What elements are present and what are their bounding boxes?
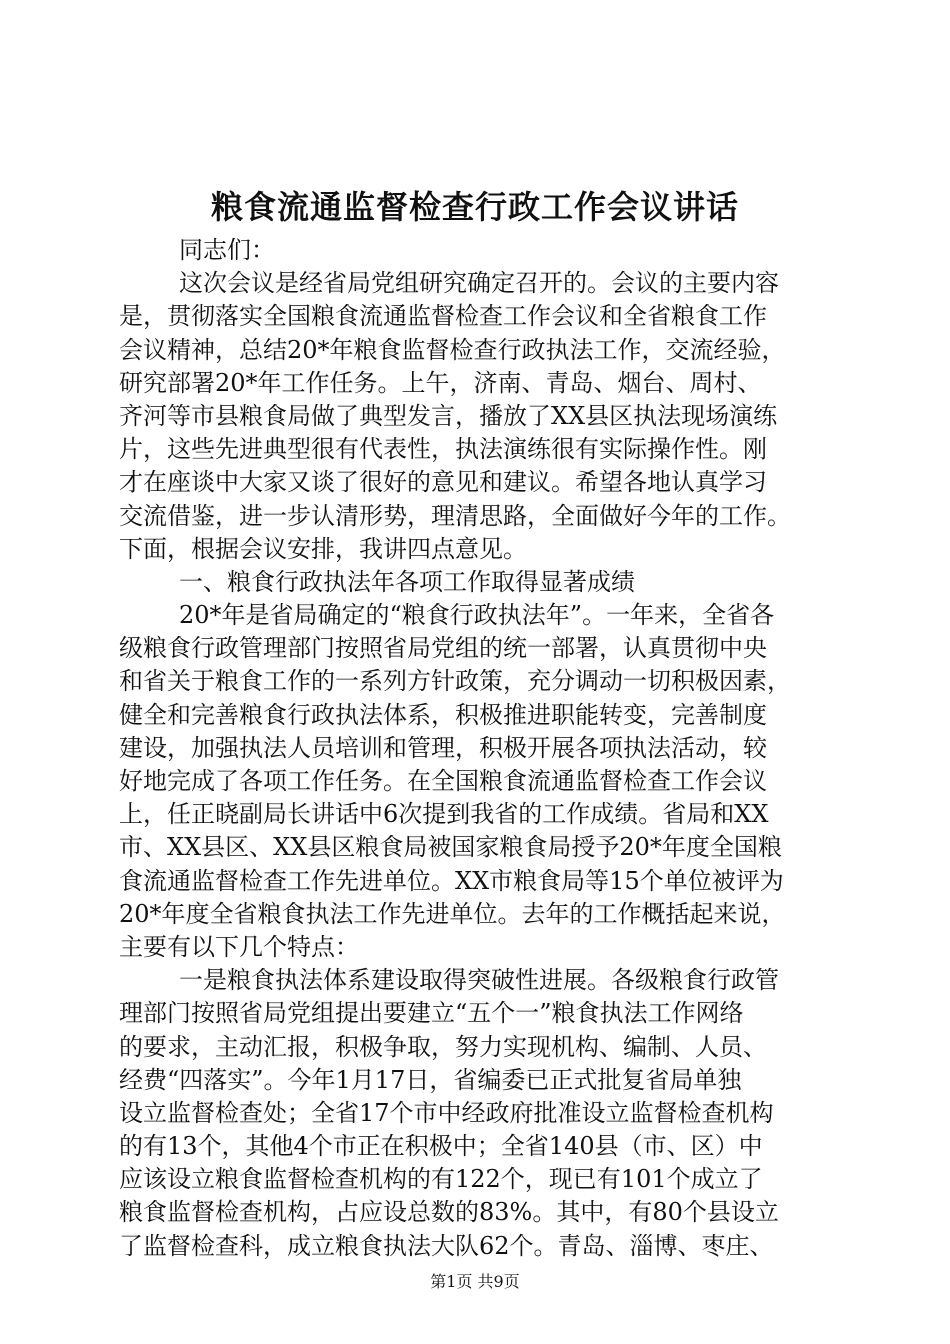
text-line: 这次会议是经省局党组研究确定召开的。会议的主要内容 (179, 269, 779, 298)
text-line: 粮食监督检查机构，占应设总数的83%。其中，有80个县设立 (119, 1198, 779, 1227)
text-line: 了监督检查科，成立粮食执法大队62个。青岛、淄博、枣庄、 (119, 1231, 774, 1260)
text-line: 健全和完善粮食行政执法体系，积极推进职能转变，完善制度 (119, 700, 767, 729)
text-line: 同志们： (179, 236, 275, 264)
text-line: 是，贯彻落实全国粮食流通监督检查工作会议和全省粮食工作 (119, 302, 767, 331)
text-line: 的要求，主动汇报，积极争取，努力实现机构、编制、人员、 (119, 1032, 767, 1061)
text-line: 才在座谈中大家又谈了很好的意见和建议。希望各地认真学习 (119, 468, 767, 497)
text-line: 上，任正晓副局长讲话中6次提到我省的工作成绩。省局和XX (119, 800, 769, 829)
text-line: 主要有以下几个特点： (119, 932, 359, 961)
text-line: 食流通监督检查工作先进单位。XX市粮食局等15个单位被评为 (119, 866, 784, 895)
text-line: 和省关于粮食工作的一系列方针政策，充分调动一切积极因素， (119, 667, 791, 696)
text-line: 应该设立粮食监督检查机构的有122个，现已有101个成立了 (119, 1165, 763, 1194)
text-line: 20*年是省局确定的“粮食行政执法年”。一年来，全省各 (179, 601, 775, 630)
page-footer: 第1页 共9页 (430, 1272, 520, 1291)
text-line: 级粮食行政管理部门按照省局党组的统一部署，认真贯彻中央 (119, 634, 767, 663)
document-title: 粮食流通监督检查行政工作会议讲话 (210, 188, 739, 226)
document-body (119, 234, 844, 1263)
text-line: 经费“四落实”。今年1月17日，省编委已正式批复省局单独 (119, 1065, 742, 1094)
text-line: 片，这些先进典型很有代表性，执法演练很有实际操作性。刚 (119, 435, 767, 464)
text-line: 下面，根据会议安排，我讲四点意见。 (119, 534, 527, 563)
text-line: 会议精神，总结20*年粮食监督检查行政执法工作，交流经验， (119, 335, 786, 364)
text-line: 的有13个，其他4个市正在积极中；全省140县（市、区）中 (119, 1132, 763, 1161)
text-line: 一、粮食行政执法年各项工作取得显著成绩 (179, 567, 635, 596)
text-line: 交流借鉴，进一步认清形势，理清思路，全面做好今年的工作。 (119, 501, 791, 530)
text-line: 齐河等市县粮食局做了典型发言，播放了XX县区执法现场演练 (119, 401, 778, 430)
text-line: 设立监督检查处；全省17个市中经政府批准设立监督检查机构 (119, 1098, 774, 1127)
text-line: 理部门按照省局党组提出要建立“五个一”粮食执法工作网络 (119, 999, 744, 1028)
text-line: 20*年度全省粮食执法工作先进单位。去年的工作概括起来说， (119, 899, 786, 928)
text-line: 建设，加强执法人员培训和管理，积极开展各项执法活动，较 (119, 733, 767, 762)
text-line: 研究部署20*年工作任务。上午，济南、青岛、烟台、周村、 (119, 368, 762, 397)
text-line: 一是粮食执法体系建设取得突破性进展。各级粮食行政管 (179, 966, 779, 995)
text-line: 好地完成了各项工作任务。在全国粮食流通监督检查工作会议 (119, 767, 767, 795)
text-line: 市、XX县区、XX县区粮食局被国家粮食局授予20*年度全国粮 (119, 833, 782, 862)
